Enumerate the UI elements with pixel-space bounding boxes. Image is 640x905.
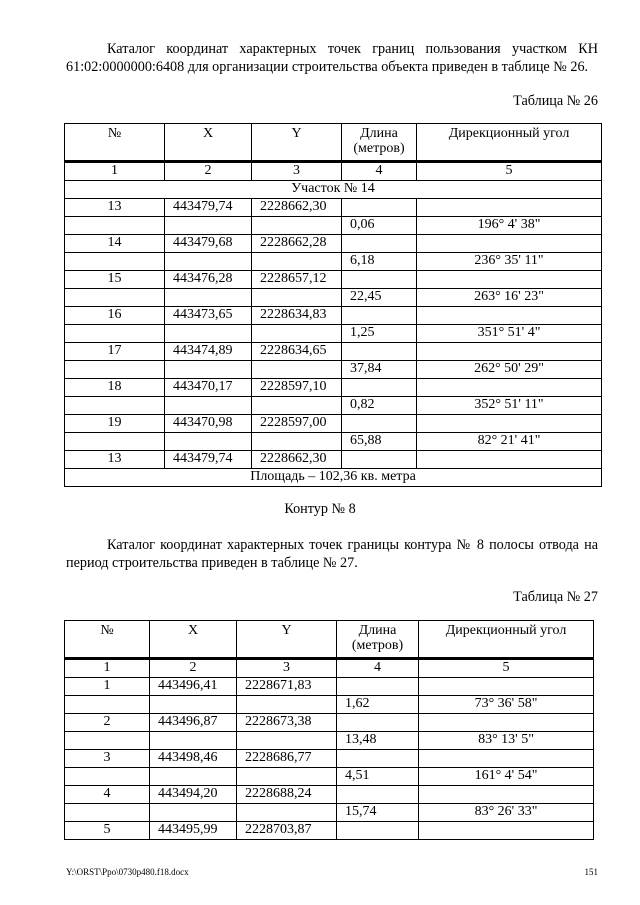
empty-cell: [337, 714, 419, 732]
coordinates-table-26: [64, 123, 602, 487]
empty-cell: [237, 768, 337, 786]
empty-cell: [419, 750, 594, 768]
point-number: 18: [65, 379, 165, 397]
point-row: [65, 235, 602, 253]
segment-row: [65, 696, 594, 714]
column-number: 2: [150, 659, 237, 678]
empty-cell: [237, 732, 337, 750]
empty-cell: [165, 433, 252, 451]
column-header: №: [65, 124, 165, 162]
column-number: 4: [342, 162, 417, 181]
direction-angle: 82° 21' 41": [417, 433, 602, 451]
column-header: X: [150, 621, 237, 659]
segment-row: [65, 804, 594, 822]
y-coordinate: 2228662,28: [252, 235, 342, 253]
segment-length: 22,45: [342, 289, 417, 307]
segment-length: 6,18: [342, 253, 417, 271]
empty-cell: [150, 696, 237, 714]
empty-cell: [417, 235, 602, 253]
point-number: 3: [65, 750, 150, 768]
x-coordinate: 443496,87: [150, 714, 237, 732]
segment-row: [65, 361, 602, 379]
point-number: 15: [65, 271, 165, 289]
point-row: [65, 451, 602, 469]
column-number: 2: [165, 162, 252, 181]
column-number: 5: [417, 162, 602, 181]
empty-cell: [65, 696, 150, 714]
y-coordinate: 2228671,83: [237, 678, 337, 696]
point-number: 17: [65, 343, 165, 361]
column-number: 1: [65, 659, 150, 678]
direction-angle: 262° 50' 29": [417, 361, 602, 379]
section-title-row: [65, 181, 602, 199]
point-row: [65, 415, 602, 433]
segment-length: 1,25: [342, 325, 417, 343]
contour-8-heading: Контур № 8: [284, 501, 356, 517]
x-coordinate: 443479,68: [165, 235, 252, 253]
segment-row: [65, 732, 594, 750]
empty-cell: [417, 307, 602, 325]
segment-row: [65, 289, 602, 307]
point-number: 13: [65, 199, 165, 217]
empty-cell: [417, 379, 602, 397]
table-26-caption: Таблица № 26: [513, 93, 598, 109]
y-coordinate: 2228597,00: [252, 415, 342, 433]
direction-angle: 352° 51' 11": [417, 397, 602, 415]
column-number: 3: [237, 659, 337, 678]
point-number: 13: [65, 451, 165, 469]
empty-cell: [65, 768, 150, 786]
empty-cell: [417, 451, 602, 469]
empty-cell: [342, 451, 417, 469]
empty-cell: [337, 786, 419, 804]
point-number: 14: [65, 235, 165, 253]
segment-row: [65, 768, 594, 786]
page-number: 151: [584, 867, 598, 877]
direction-angle: 263° 16' 23": [417, 289, 602, 307]
empty-cell: [419, 714, 594, 732]
empty-cell: [65, 361, 165, 379]
empty-cell: [342, 343, 417, 361]
point-row: [65, 343, 602, 361]
empty-cell: [419, 678, 594, 696]
empty-cell: [252, 289, 342, 307]
direction-angle: 73° 36' 58": [419, 696, 594, 714]
x-coordinate: 443479,74: [165, 199, 252, 217]
column-number: 4: [337, 659, 419, 678]
column-number: 3: [252, 162, 342, 181]
point-row: [65, 714, 594, 732]
direction-angle: 236° 35' 11": [417, 253, 602, 271]
point-row: [65, 786, 594, 804]
x-coordinate: 443473,65: [165, 307, 252, 325]
empty-cell: [419, 786, 594, 804]
empty-cell: [342, 415, 417, 433]
column-header: Длина (метров): [342, 124, 417, 162]
point-row: [65, 379, 602, 397]
empty-cell: [252, 217, 342, 235]
x-coordinate: 443470,98: [165, 415, 252, 433]
point-row: [65, 199, 602, 217]
empty-cell: [342, 271, 417, 289]
column-header: Длина (метров): [337, 621, 419, 659]
coordinates-table-27: [64, 620, 594, 840]
y-coordinate: 2228597,10: [252, 379, 342, 397]
empty-cell: [237, 804, 337, 822]
direction-angle: 351° 51' 4": [417, 325, 602, 343]
empty-cell: [65, 804, 150, 822]
area-value: Площадь – 102,36 кв. метра: [65, 469, 602, 487]
empty-cell: [252, 433, 342, 451]
column-header: Дирекционный угол: [419, 621, 594, 659]
segment-row: [65, 217, 602, 235]
x-coordinate: 443495,99: [150, 822, 237, 840]
y-coordinate: 2228673,38: [237, 714, 337, 732]
point-row: [65, 822, 594, 840]
segment-length: 0,82: [342, 397, 417, 415]
column-header: Y: [237, 621, 337, 659]
x-coordinate: 443470,17: [165, 379, 252, 397]
empty-cell: [165, 217, 252, 235]
column-header: Y: [252, 124, 342, 162]
empty-cell: [165, 361, 252, 379]
empty-cell: [342, 307, 417, 325]
empty-cell: [65, 289, 165, 307]
empty-cell: [342, 199, 417, 217]
point-number: 19: [65, 415, 165, 433]
point-row: [65, 750, 594, 768]
y-coordinate: 2228662,30: [252, 199, 342, 217]
empty-cell: [165, 325, 252, 343]
direction-angle: 83° 13' 5": [419, 732, 594, 750]
y-coordinate: 2228703,87: [237, 822, 337, 840]
segment-row: [65, 397, 602, 415]
point-number: 1: [65, 678, 150, 696]
column-number: 5: [419, 659, 594, 678]
empty-cell: [417, 271, 602, 289]
column-number: 1: [65, 162, 165, 181]
empty-cell: [150, 804, 237, 822]
x-coordinate: 443496,41: [150, 678, 237, 696]
y-coordinate: 2228657,12: [252, 271, 342, 289]
direction-angle: 161° 4' 54": [419, 768, 594, 786]
empty-cell: [65, 397, 165, 415]
segment-length: 37,84: [342, 361, 417, 379]
direction-angle: 196° 4' 38": [417, 217, 602, 235]
empty-cell: [165, 397, 252, 415]
segment-row: [65, 325, 602, 343]
empty-cell: [252, 397, 342, 415]
segment-length: 4,51: [337, 768, 419, 786]
y-coordinate: 2228634,65: [252, 343, 342, 361]
empty-cell: [342, 379, 417, 397]
y-coordinate: 2228662,30: [252, 451, 342, 469]
empty-cell: [419, 822, 594, 840]
x-coordinate: 443479,74: [165, 451, 252, 469]
table-27-caption: Таблица № 27: [513, 589, 598, 605]
empty-cell: [252, 361, 342, 379]
empty-cell: [65, 325, 165, 343]
column-header: X: [165, 124, 252, 162]
empty-cell: [65, 217, 165, 235]
segment-length: 13,48: [337, 732, 419, 750]
empty-cell: [417, 415, 602, 433]
point-row: [65, 678, 594, 696]
empty-cell: [337, 750, 419, 768]
empty-cell: [252, 325, 342, 343]
column-number-row: [65, 162, 602, 181]
point-row: [65, 271, 602, 289]
empty-cell: [65, 732, 150, 750]
empty-cell: [342, 235, 417, 253]
header-row: [65, 124, 602, 162]
empty-cell: [252, 253, 342, 271]
footer-file-path: Y:\ORST\Ppo\0730p480.f18.docx: [66, 867, 189, 877]
area-row: [65, 469, 602, 487]
empty-cell: [150, 732, 237, 750]
column-number-row: [65, 659, 594, 678]
intro-paragraph-2: Каталог координат характерных точек границы контура № 8 полосы отвода на период строительства приведен в таблице № 27.: [66, 537, 598, 571]
direction-angle: 83° 26' 33": [419, 804, 594, 822]
x-coordinate: 443498,46: [150, 750, 237, 768]
point-number: 2: [65, 714, 150, 732]
empty-cell: [237, 696, 337, 714]
segment-row: [65, 433, 602, 451]
segment-length: 1,62: [337, 696, 419, 714]
y-coordinate: 2228634,83: [252, 307, 342, 325]
column-header: №: [65, 621, 150, 659]
intro-paragraph-1: Каталог координат характерных точек границ пользования участком КН 61:02:0000000:6408 для организации строительства объекта приведен в таблице № 26.: [66, 41, 598, 75]
point-row: [65, 307, 602, 325]
point-number: 16: [65, 307, 165, 325]
column-header: Дирекционный угол: [417, 124, 602, 162]
point-number: 5: [65, 822, 150, 840]
empty-cell: [417, 343, 602, 361]
empty-cell: [65, 253, 165, 271]
empty-cell: [65, 433, 165, 451]
x-coordinate: 443476,28: [165, 271, 252, 289]
segment-length: 65,88: [342, 433, 417, 451]
y-coordinate: 2228688,24: [237, 786, 337, 804]
segment-length: 0,06: [342, 217, 417, 235]
empty-cell: [165, 253, 252, 271]
empty-cell: [417, 199, 602, 217]
segment-row: [65, 253, 602, 271]
empty-cell: [337, 822, 419, 840]
section-title: Участок № 14: [65, 181, 602, 199]
empty-cell: [150, 768, 237, 786]
x-coordinate: 443494,20: [150, 786, 237, 804]
y-coordinate: 2228686,77: [237, 750, 337, 768]
segment-length: 15,74: [337, 804, 419, 822]
header-row: [65, 621, 594, 659]
empty-cell: [337, 678, 419, 696]
point-number: 4: [65, 786, 150, 804]
empty-cell: [165, 289, 252, 307]
x-coordinate: 443474,89: [165, 343, 252, 361]
